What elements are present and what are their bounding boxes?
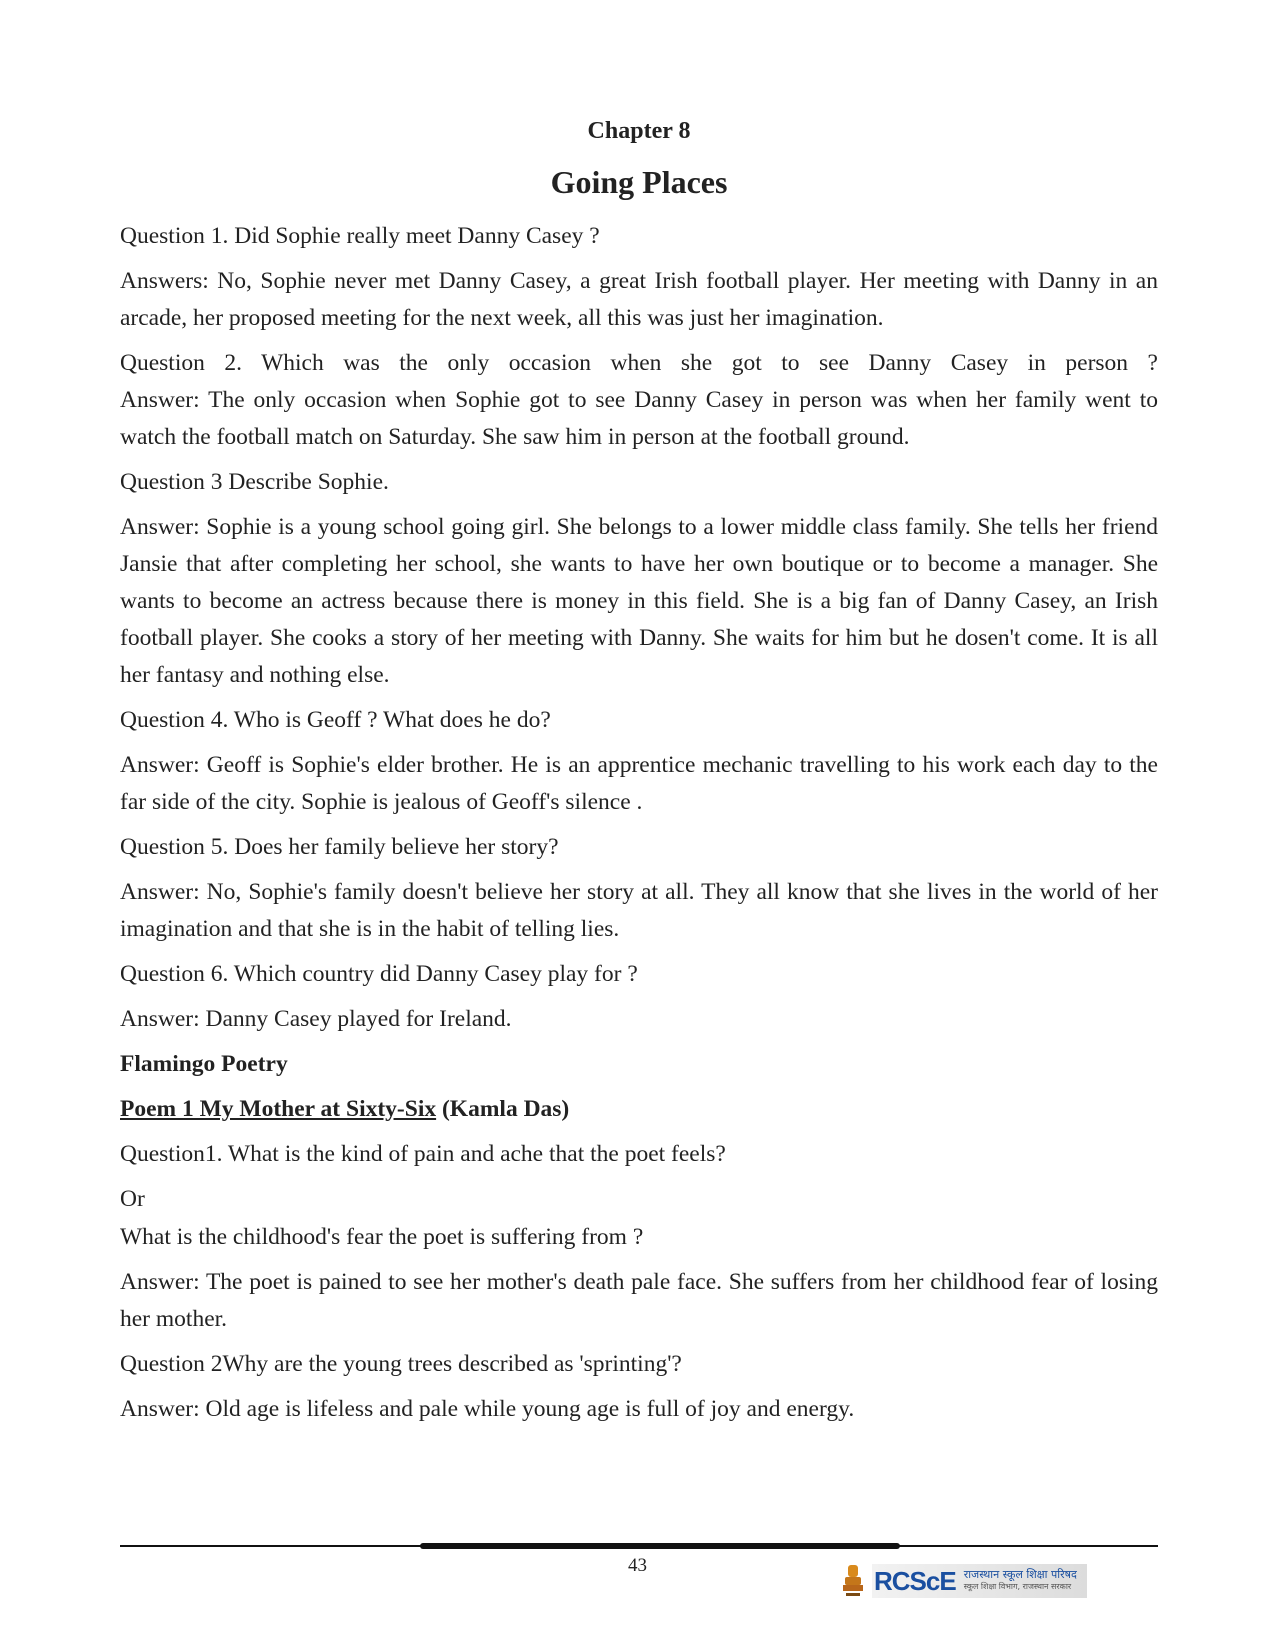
poem-author: (Kamla Das) [436,1096,570,1122]
poem-question-1-or: Or [120,1186,145,1212]
answer-6: Answer: Danny Casey played for Ireland. [120,1006,512,1032]
poem-answer-1: Answer: The poet is pained to see her mother's death pale face. She suffers from her childhood fear of losing her mother. [120,1269,1158,1332]
chapter-label: Chapter 8 [587,118,691,144]
logo-mark: RCScE [874,1565,956,1596]
question-5: Question 5. Does her family believe her story? [120,834,559,860]
question-1: Question 1. Did Sophie really meet Danny Casey ? [120,223,600,249]
answer-1: Answers: No, Sophie never met Danny Casey, a great Irish football player. Her meeting with Danny in an arcade, her proposed meeting for the next week, all this was just her imagination. [120,268,1158,331]
logo-hindi-sub: स्कूल शिक्षा विभाग, राजस्थान सरकार [963,1582,1072,1591]
answer-5: Answer: No, Sophie's family doesn't believe her story at all. They all know that she lives in the world of her imagination and that she is in the habit of telling lies. [120,879,1158,942]
logo-text [964,1569,1077,1593]
answer-2: Answer: The only occasion when Sophie got to see Danny Casey in person was when her family went to watch the football match on Saturday. She saw him in person at the football ground. [120,387,1158,450]
logo-hindi: राजस्थान स्कूल शिक्षा परिषद [963,1568,1077,1581]
question-4: Question 4. Who is Geoff ? What does he do? [120,707,551,733]
page-number: 43 [628,1555,647,1576]
page-title: Going Places [550,164,728,200]
section-heading: Flamingo Poetry [120,1051,288,1077]
national-emblem-icon [840,1561,866,1601]
document-body [120,218,1158,1436]
logo-banner [872,1564,1087,1598]
rcsce-logo [840,1560,1118,1602]
poem-answer-2: Answer: Old age is lifeless and pale while young age is full of joy and energy. [120,1396,855,1422]
poem-title: Poem 1 My Mother at Sixty-Six [120,1096,437,1122]
question-6: Question 6. Which country did Danny Casey play for ? [120,961,638,987]
poem-question-2: Question 2Why are the young trees described as 'sprinting'? [120,1351,682,1377]
footer-rule-accent [420,1543,900,1549]
question-2: Question 2. Which was the only occasion when she got to see Danny Casey in person ? [120,350,1158,376]
poem-question-1-alt: What is the childhood's fear the poet is suffering from ? [120,1224,644,1250]
answer-4: Answer: Geoff is Sophie's elder brother. He is an apprentice mechanic travelling to his work each day to the far side of the city. Sophie is jealous of Geoff's silence . [120,752,1158,815]
poem-heading [120,1091,1158,1128]
question-3: Question 3 Describe Sophie. [120,469,389,495]
poem-question-1: Question1. What is the kind of pain and ache that the poet feels? [120,1141,726,1167]
answer-3: Answer: Sophie is a young school going girl. She belongs to a lower middle class family. She tells her friend Jansie that after completing her school, she wants to have her own boutique or to become a manager. She wants to become an actress because there is money in this field. She is a big fan of Danny Casey, an Irish football player. She cooks a story of her meeting with Danny. She waits for him but he dosen't come. It is all her fantasy and nothing else. [120,514,1158,688]
